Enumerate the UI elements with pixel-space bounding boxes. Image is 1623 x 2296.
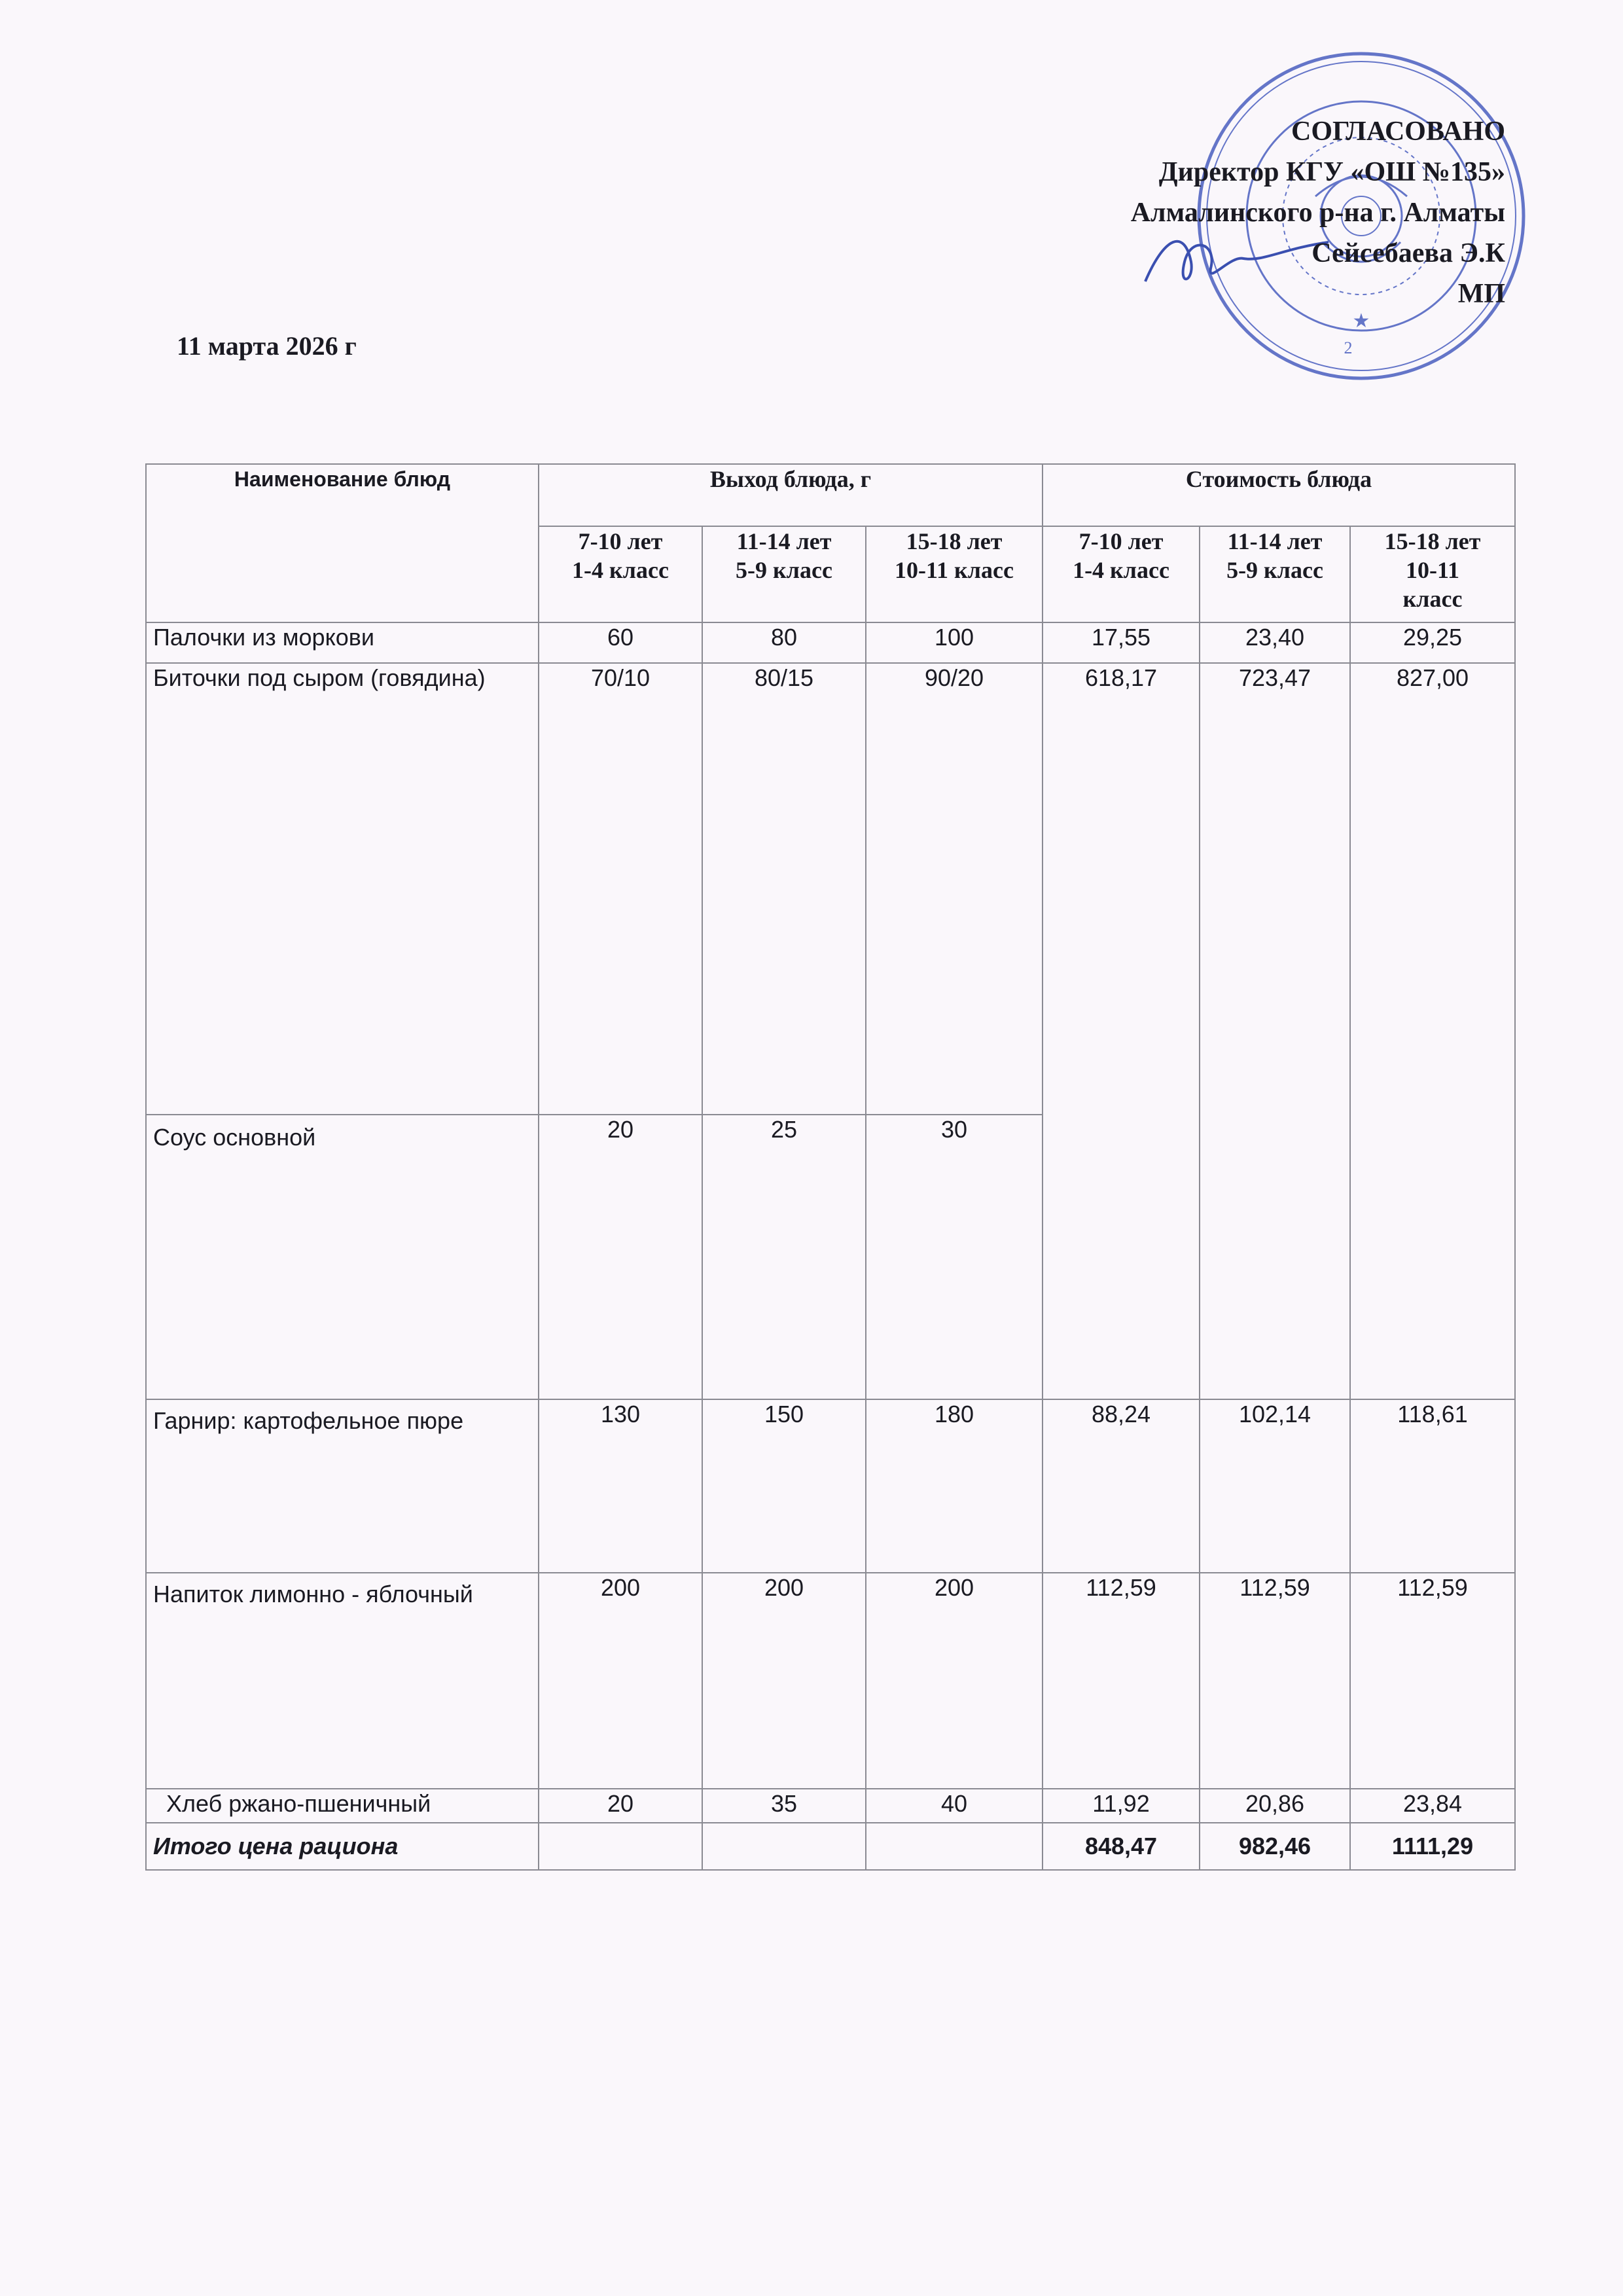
svg-text:2: 2: [1344, 338, 1353, 357]
yield-group-1: 7-10 лет 1-4 класс: [539, 526, 702, 622]
approval-block: [969, 111, 1505, 314]
total-cost-3: 1111,29: [1350, 1823, 1515, 1870]
table-row: Палочки из моркови 60 80 100 17,55 23,40 29,25: [146, 622, 1515, 663]
total-cost-1: 848,47: [1043, 1823, 1200, 1870]
approval-title: СОГЛАСОВАНО: [1291, 117, 1505, 147]
document-date: 11 марта 2026 г: [177, 331, 357, 361]
table-row: Биточки под сыром (говядина) 70/10 80/15 90/20 618,17 723,47 827,00: [146, 663, 1515, 1115]
approval-director: Директор КГУ «ОШ №135»: [1158, 157, 1505, 187]
table-row: Гарнир: картофельное пюре 130 150 180 88,24 102,14 118,61: [146, 1399, 1515, 1573]
menu-table: [145, 463, 1516, 1871]
total-row: [146, 1823, 1515, 1870]
approval-stamp-mark: МП: [1457, 279, 1505, 309]
yield-header: Выход блюда, г: [539, 464, 1043, 526]
approval-name: Сейсебаева Э.К: [1311, 238, 1505, 268]
table-row: Соус основной 20 25 30: [146, 1115, 1515, 1399]
yield-group-2: 11-14 лет 5-9 класс: [702, 526, 866, 622]
approval-district: Алмалинского р-на г. Алматы: [1130, 198, 1505, 228]
cost-group-3: 15-18 лет 10-11 класс: [1350, 526, 1515, 622]
total-label: Итого цена рациона: [146, 1823, 539, 1870]
total-cost-2: 982,46: [1200, 1823, 1350, 1870]
table-row: Хлеб ржано-пшеничный 20 35 40 11,92 20,86 23,84: [146, 1789, 1515, 1823]
yield-group-3: 15-18 лет 10-11 класс: [866, 526, 1043, 622]
cost-group-1: 7-10 лет 1-4 класс: [1043, 526, 1200, 622]
table-row: Напиток лимонно - яблочный 200 200 200 112,59 112,59 112,59: [146, 1573, 1515, 1789]
cost-group-2: 11-14 лет 5-9 класс: [1200, 526, 1350, 622]
cost-header: Стоимость блюда: [1043, 464, 1515, 526]
svg-text:★: ★: [1352, 310, 1370, 332]
dish-name-header: Наименование блюд: [146, 464, 539, 622]
